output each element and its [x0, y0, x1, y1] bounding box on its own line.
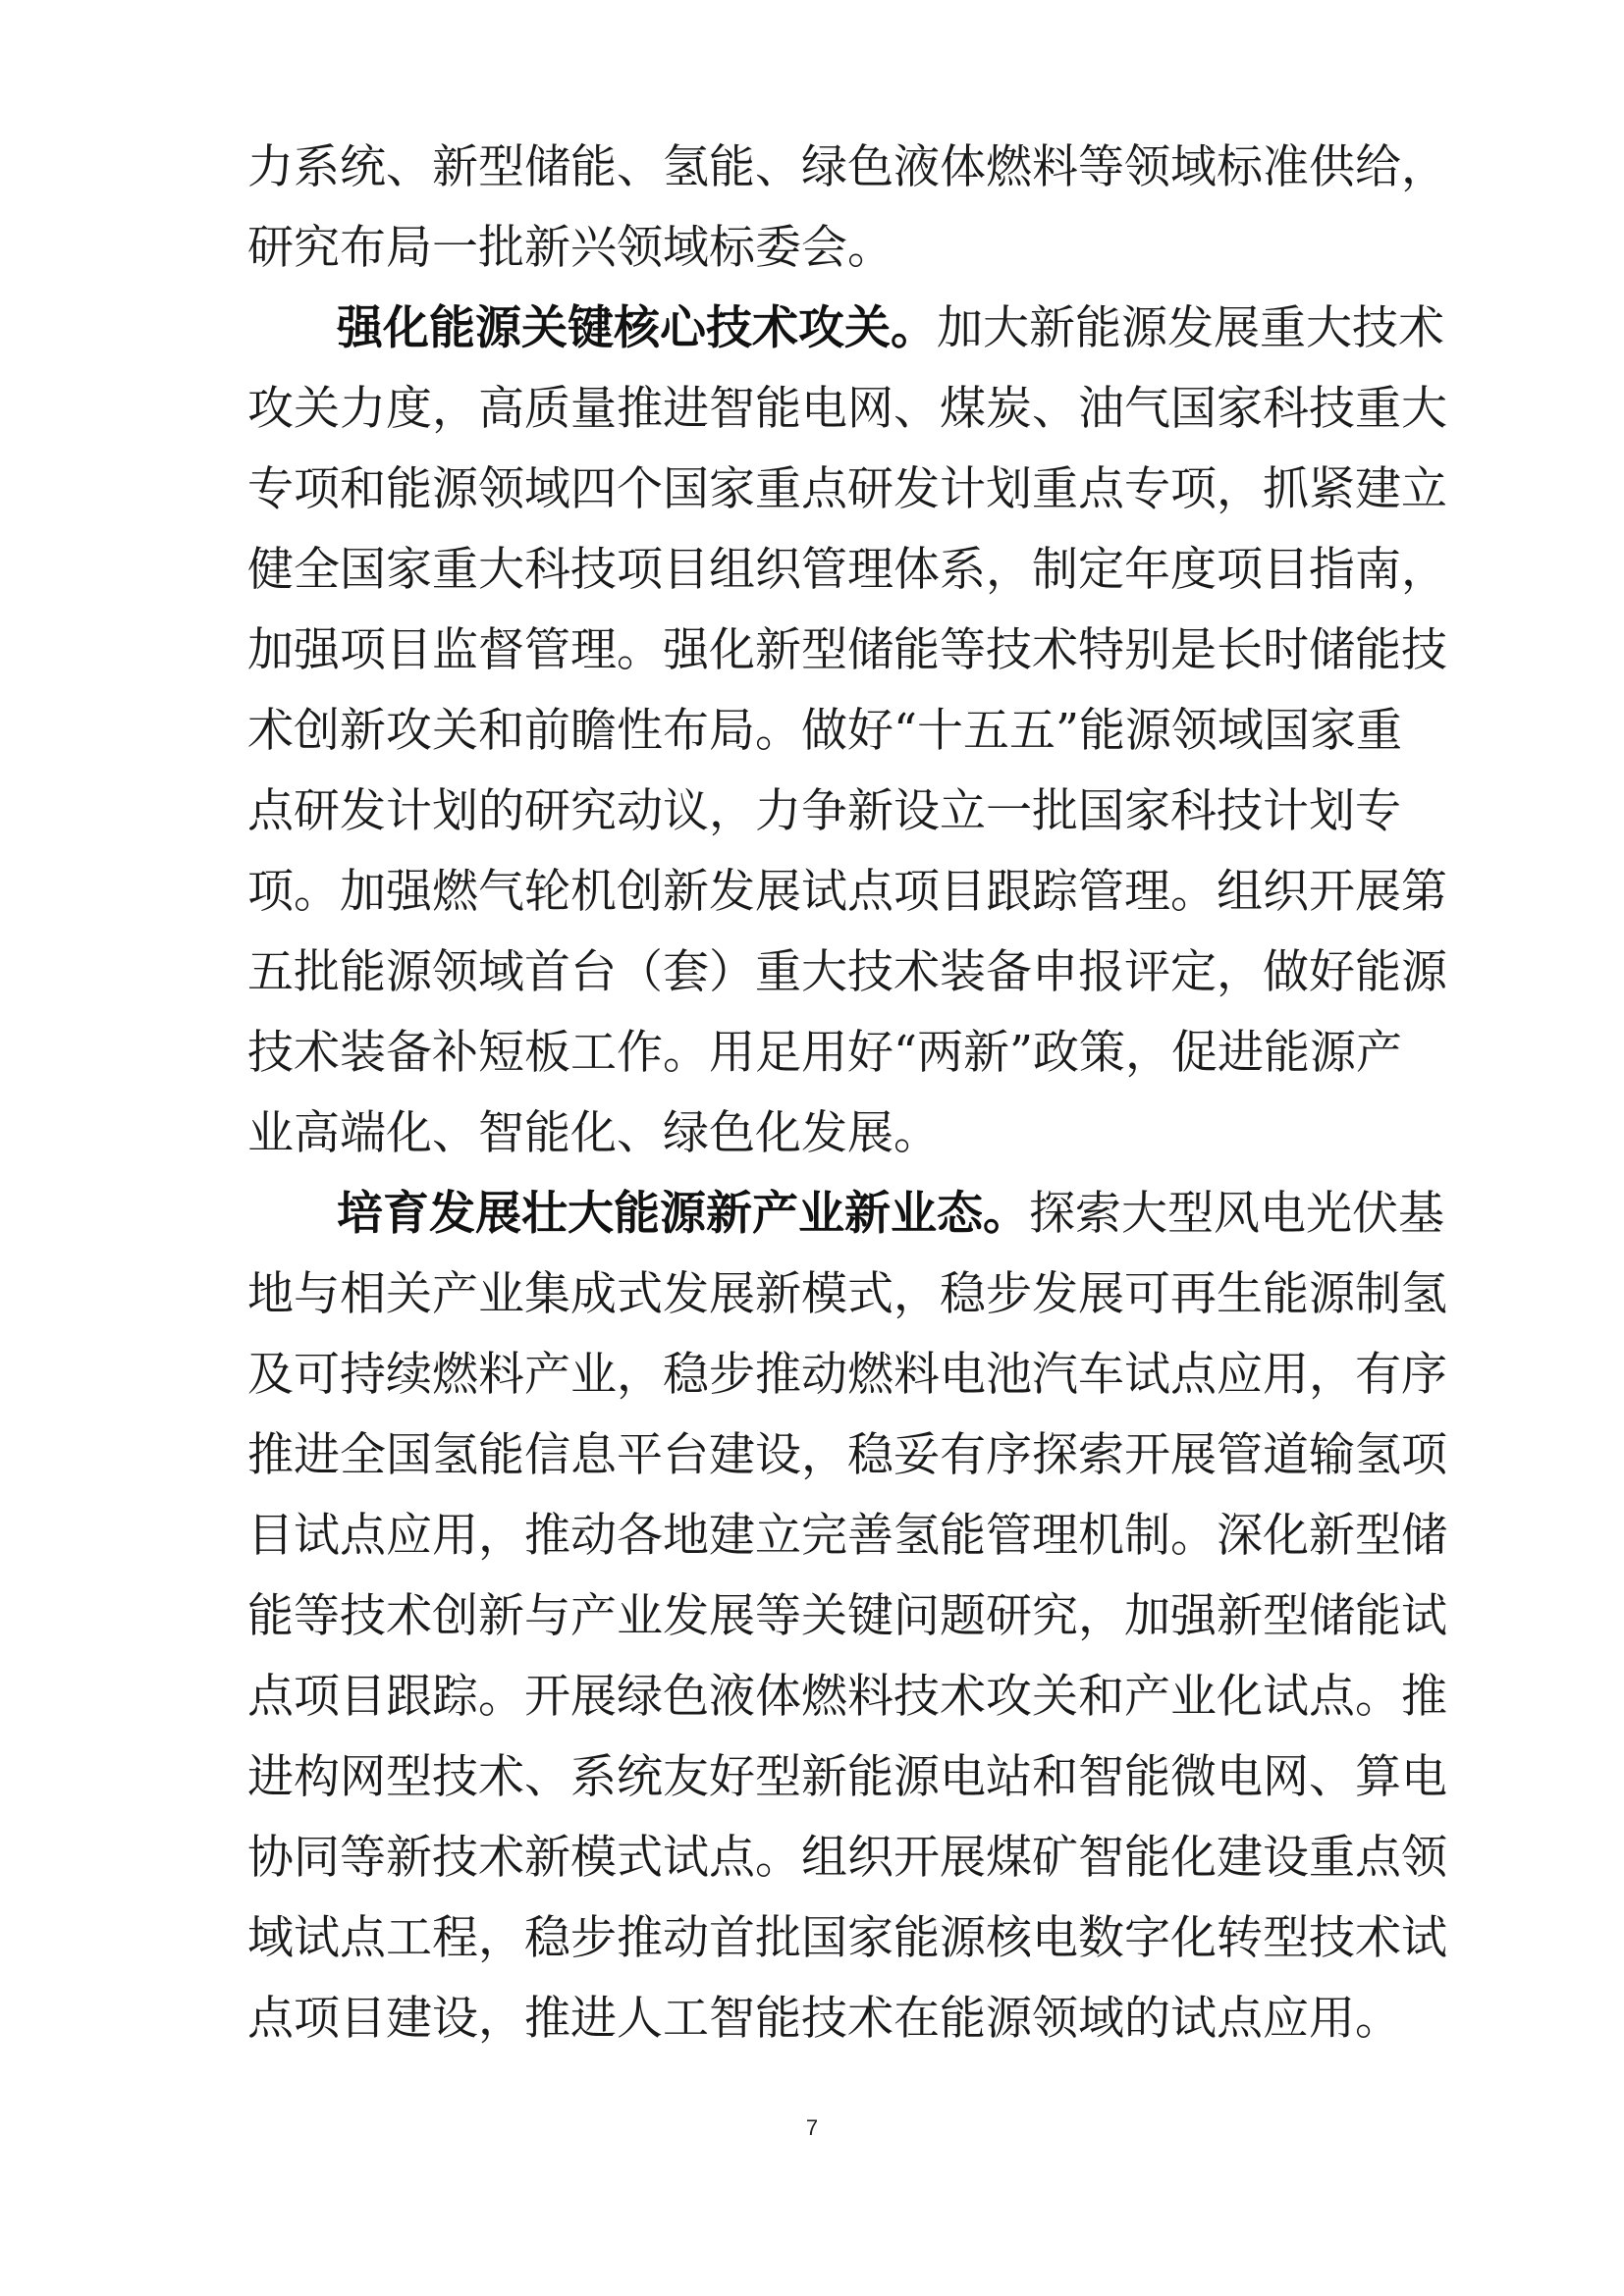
paragraph-2-line-2: 攻关力度，高质量推进智能电网、煤炭、油气国家科技重大	[247, 382, 1447, 436]
paragraph-3-line-7: 点项目跟踪。开展绿色液体燃料技术攻关和产业化试点。推	[247, 1670, 1447, 1724]
paragraph-3-line-3: 及可持续燃料产业，稳步推动燃料电池汽车试点应用，有序	[247, 1348, 1447, 1402]
paragraph-3-line-9: 协同等新技术新模式试点。组织开展煤矿智能化建设重点领	[247, 1831, 1447, 1885]
paragraph-1-line-1: 力系统、新型储能、氢能、绿色液体燃料等领域标准供给，	[247, 140, 1447, 194]
paragraph-3-first-line-text: 探索大型风电光伏基	[1029, 1187, 1444, 1241]
paragraph-2-line-8: 项。加强燃气轮机创新发展试点项目跟踪管理。组织开展第	[247, 865, 1447, 919]
paragraph-3-line-5: 目试点应用，推动各地建立完善氢能管理机制。深化新型储	[247, 1509, 1447, 1563]
paragraph-2-first-line	[337, 289, 1444, 369]
paragraph-2-heading: 强化能源关键核心技术攻关。	[337, 301, 937, 355]
paragraph-2-line-10: 技术装备补短板工作。用足用好“两新”政策，促进能源产	[247, 1026, 1403, 1080]
paragraph-2-line-11: 业高端化、智能化、绿色化发展。	[247, 1106, 940, 1160]
paragraph-2-line-5: 加强项目监督管理。强化新型储能等技术特别是长时储能技	[247, 623, 1447, 677]
paragraph-3-line-6: 能等技术创新与产业发展等关键问题研究，加强新型储能试	[247, 1589, 1447, 1643]
paragraph-2-line-7: 点研发计划的研究动议，力争新设立一批国家科技计划专	[247, 784, 1401, 838]
paragraph-3-line-4: 推进全国氢能信息平台建设，稳妥有序探索开展管道输氢项	[247, 1428, 1447, 1482]
paragraph-3-line-2: 地与相关产业集成式发展新模式，稳步发展可再生能源制氢	[247, 1267, 1447, 1321]
paragraph-2-line-6: 术创新攻关和前瞻性布局。做好“十五五”能源领域国家重	[247, 704, 1403, 758]
paragraph-2-line-9: 五批能源领域首台（套）重大技术装备申报评定，做好能源	[247, 945, 1447, 999]
paragraph-3-heading: 培育发展壮大能源新产业新业态。	[337, 1187, 1029, 1241]
paragraph-2-first-line-text: 加大新能源发展重大技术	[937, 301, 1444, 355]
paragraph-3-line-10: 域试点工程，稳步推动首批国家能源核电数字化转型技术试	[247, 1911, 1447, 1965]
paragraph-2-line-4: 健全国家重大科技项目组织管理体系，制定年度项目指南，	[247, 543, 1447, 597]
paragraph-1-line-2: 研究布局一批新兴领域标委会。	[247, 221, 893, 275]
paragraph-3-line-8: 进构网型技术、系统友好型新能源电站和智能微电网、算电	[247, 1750, 1447, 1804]
paragraph-3-line-11: 点项目建设，推进人工智能技术在能源领域的试点应用。	[247, 1992, 1401, 2046]
paragraph-3-first-line	[337, 1174, 1444, 1255]
page-number: 7	[805, 2115, 819, 2140]
paragraph-2-line-3: 专项和能源领域四个国家重点研发计划重点专项，抓紧建立	[247, 462, 1447, 516]
